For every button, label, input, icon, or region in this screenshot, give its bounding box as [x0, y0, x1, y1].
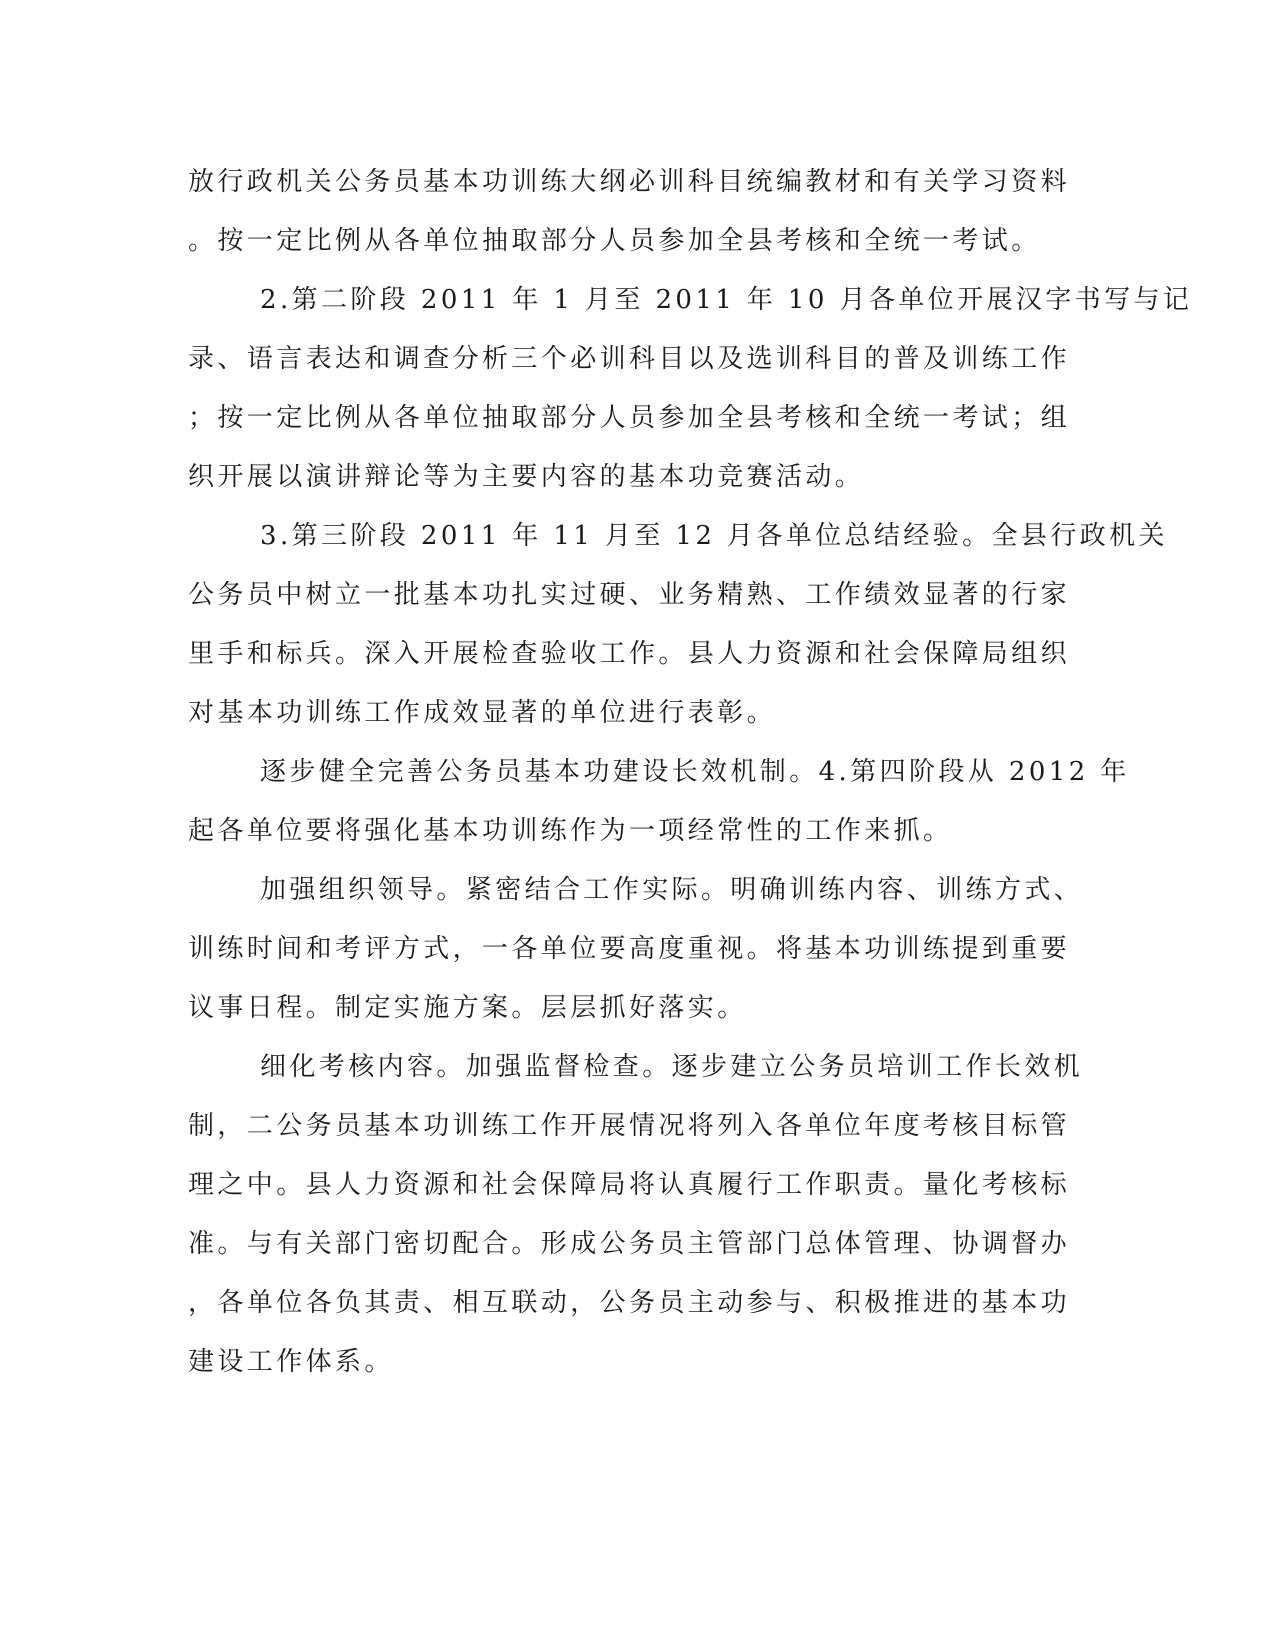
- paragraph-start-line: 细化考核内容。加强监督检查。逐步建立公务员培训工作长效机: [260, 1052, 1084, 1082]
- text-line: 公务员中树立一批基本功扎实过硬、业务精熟、工作绩效显著的行家: [188, 580, 1071, 610]
- text-line: 理之中。县人力资源和社会保障局将认真履行工作职责。量化考核标: [188, 1170, 1071, 1200]
- paragraph-start-line: 逐步健全完善公务员基本功建设长效机制。4.第四阶段从 2012 年: [260, 757, 1130, 787]
- text-line: ，各单位各负其责、相互联动，公务员主动参与、积极推进的基本功: [188, 1288, 1071, 1318]
- text-line: 准。与有关部门密切配合。形成公务员主管部门总体管理、协调督办: [188, 1229, 1071, 1259]
- text-line: 制，二公务员基本功训练工作开展情况将列入各单位年度考核目标管: [188, 1111, 1071, 1141]
- paragraph-start-line: 加强组织领导。紧密结合工作实际。明确训练内容、训练方式、: [260, 875, 1084, 905]
- paragraph-start-line: 2.第二阶段 2011 年 1 月至 2011 年 10 月各单位开展汉字书写与记: [260, 285, 1193, 315]
- text-line: ；按一定比例从各单位抽取部分人员参加全县考核和全统一考试；组: [188, 403, 1071, 433]
- text-line: 里手和标兵。深入开展检查验收工作。县人力资源和社会保障局组织: [188, 639, 1071, 669]
- document-body: [188, 153, 1193, 1392]
- text-line: 放行政机关公务员基本功训练大纲必训科目统编教材和有关学习资料: [188, 167, 1071, 197]
- text-line: 起各单位要将强化基本功训练作为一项经常性的工作来抓。: [188, 816, 953, 846]
- text-line: 训练时间和考评方式，一各单位要高度重视。将基本功训练提到重要: [188, 934, 1071, 964]
- paragraph-start-line: 3.第三阶段 2011 年 11 月至 12 月各单位总结经验。全县行政机关: [260, 521, 1168, 551]
- text-line: 对基本功训练工作成效显著的单位进行表彰。: [188, 698, 777, 728]
- text-line: 。按一定比例从各单位抽取部分人员参加全县考核和全统一考试。: [188, 226, 1041, 256]
- text-line: 织开展以演讲辩论等为主要内容的基本功竞赛活动。: [188, 462, 865, 492]
- text-line: 建设工作体系。: [188, 1347, 394, 1377]
- text-line: 议事日程。制定实施方案。层层抓好落实。: [188, 993, 747, 1023]
- text-line: 录、语言表达和调查分析三个必训科目以及选训科目的普及训练工作: [188, 344, 1071, 374]
